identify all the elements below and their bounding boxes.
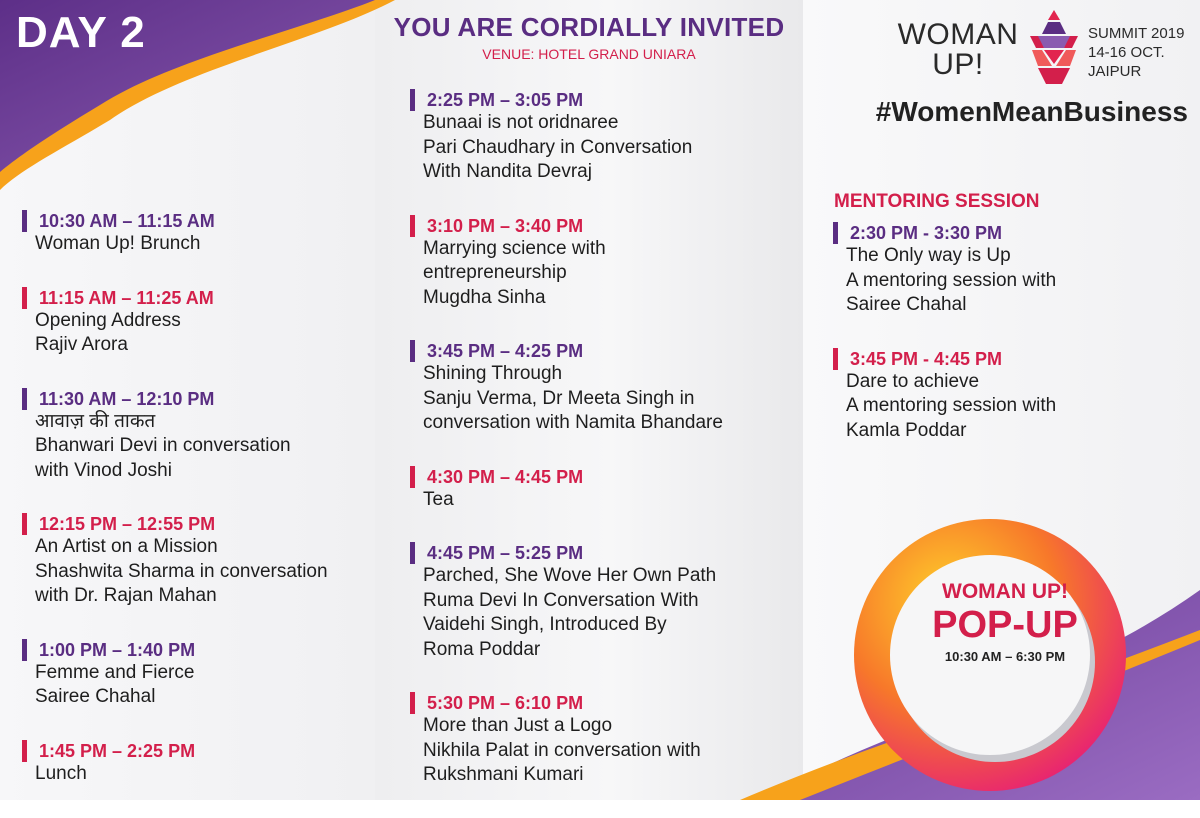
summit-year: SUMMIT 2019 [1088, 25, 1185, 42]
session-title: Femme and Fierce [35, 661, 195, 683]
session-detail: Sairee Chahal [35, 686, 156, 707]
session-title: Tea [423, 488, 454, 510]
popup-hours: 10:30 AM – 6:30 PM [944, 649, 1066, 664]
mentoring-sessions [833, 222, 1193, 473]
session-title: An Artist on a Mission [35, 536, 218, 557]
session-detail: Rukshmani Kumari [423, 764, 584, 785]
schedule-item [410, 466, 800, 513]
popup-badge [905, 580, 1105, 664]
session-title: Dare to achieve [846, 370, 980, 392]
session-time: 11:30 AM – 12:10 PM [22, 388, 372, 410]
schedule-item [22, 740, 372, 787]
session-time: 1:00 PM – 1:40 PM [22, 639, 372, 661]
summit-info [1088, 24, 1184, 81]
session-detail: Rajiv Arora [35, 334, 128, 355]
session-title: More than Just a Logo [423, 715, 613, 736]
session-title: आवाज़ की ताकत [35, 410, 156, 432]
session-detail: A mentoring session with [846, 269, 1057, 291]
invitation-header [375, 12, 803, 62]
session-title: The Only way is Up [846, 245, 1011, 266]
session-time: 4:30 PM – 4:45 PM [410, 466, 800, 488]
session-detail: Sairee Chahal [846, 294, 967, 315]
session-title: Parched, She Wove Her Own Path [423, 565, 717, 586]
session-time: 1:45 PM – 2:25 PM [22, 740, 372, 762]
session-detail: conversation with Namita Bhandare [423, 412, 723, 433]
summit-logo-icon [1022, 8, 1086, 86]
session-title: Marrying science with [423, 237, 606, 259]
session-detail: Kamla Poddar [846, 419, 967, 441]
schedule-item [22, 210, 372, 257]
summit-city: JAIPUR [1088, 63, 1142, 80]
session-time: 3:10 PM – 3:40 PM [410, 215, 800, 237]
session-detail: Shashwita Sharma in conversation [35, 560, 328, 582]
session-detail: Nikhila Palat in conversation with [423, 739, 701, 761]
schedule-item [833, 348, 1193, 444]
schedule-item [833, 222, 1193, 318]
summit-dates: 14-16 OCT. [1088, 44, 1165, 61]
schedule-item [410, 692, 800, 788]
session-title: Lunch [35, 762, 87, 784]
schedule-item [22, 287, 372, 358]
invitation-heading: YOU ARE CORDIALLY INVITED [393, 12, 785, 42]
session-detail: With Nandita Devraj [423, 161, 592, 182]
session-title: Shining Through [423, 363, 563, 384]
session-detail: with Vinod Joshi [35, 459, 172, 481]
session-title: Bunaai is not oridnaree [423, 112, 619, 133]
schedule-item [410, 542, 800, 662]
session-detail: with Dr. Rajan Mahan [35, 585, 217, 606]
session-time: 11:15 AM – 11:25 AM [22, 287, 372, 309]
schedule-item [22, 513, 372, 609]
session-detail: entrepreneurship [423, 262, 567, 283]
session-detail: Sanju Verma, Dr Meeta Singh in [423, 387, 695, 409]
session-time: 5:30 PM – 6:10 PM [410, 692, 800, 714]
schedule-column-2 [410, 89, 800, 818]
session-time: 3:45 PM - 4:45 PM [833, 348, 1193, 370]
mentoring-heading: MENTORING SESSION [834, 191, 1040, 212]
brand-name-line1: WOMAN [897, 18, 1019, 51]
session-detail: Mugdha Sinha [423, 286, 546, 308]
schedule-item [22, 639, 372, 710]
brand-wordmark [888, 20, 1028, 80]
popup-subtitle: POP-UP [932, 604, 1078, 646]
schedule-item [22, 388, 372, 484]
session-time: 2:25 PM – 3:05 PM [410, 89, 800, 111]
session-detail: Ruma Devi In Conversation With [423, 589, 699, 611]
session-title: Woman Up! Brunch [35, 233, 201, 254]
popup-title: WOMAN UP! [942, 580, 1068, 603]
session-detail: Vaidehi Singh, Introduced By [423, 614, 667, 635]
schedule-item [410, 215, 800, 311]
session-time: 4:45 PM – 5:25 PM [410, 542, 800, 564]
session-time: 3:45 PM – 4:25 PM [410, 340, 800, 362]
session-time: 2:30 PM - 3:30 PM [833, 222, 1193, 244]
session-detail: Roma Poddar [423, 638, 541, 660]
session-title: Opening Address [35, 309, 181, 331]
session-detail: A mentoring session with [846, 395, 1057, 416]
session-detail: Bhanwari Devi in conversation [35, 435, 291, 456]
session-time: 10:30 AM – 11:15 AM [22, 210, 372, 232]
schedule-item [410, 340, 800, 436]
brand-name-line2: UP! [932, 48, 984, 81]
schedule-item [410, 89, 800, 185]
session-detail: Pari Chaudhary in Conversation [423, 136, 693, 158]
session-time: 12:15 PM – 12:55 PM [22, 513, 372, 535]
venue-line: VENUE: HOTEL GRAND UNIARA [482, 46, 696, 62]
schedule-column-1 [22, 210, 372, 816]
day-label: DAY 2 [16, 8, 146, 57]
hashtag: #WomenMeanBusiness [875, 96, 1188, 127]
